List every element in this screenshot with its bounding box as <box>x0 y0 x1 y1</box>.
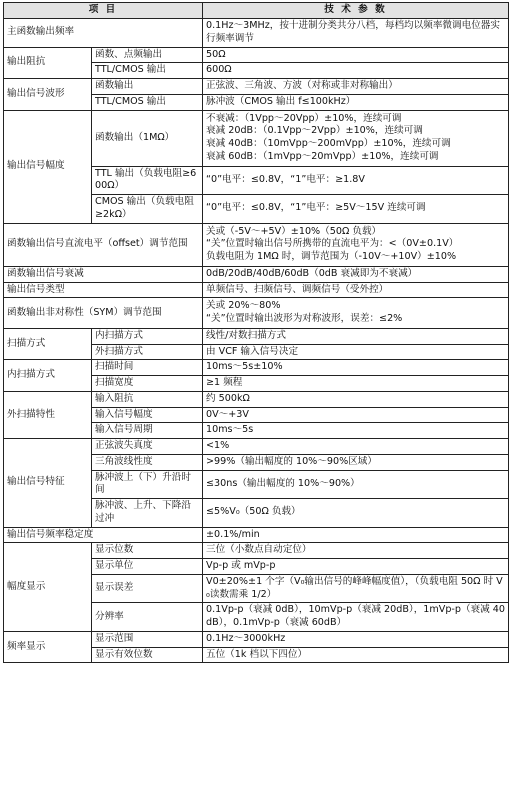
value-line: 三位（小数点自动定位） <box>206 544 312 556</box>
sub-item-cell: 输入信号周期 <box>92 423 203 439</box>
sub-item-cell: 分辨率 <box>92 603 203 632</box>
sub-item-cell: 脉冲波上（下）升沿时间 <box>92 470 203 499</box>
item-cell: 输出阻抗 <box>4 47 92 79</box>
value-line: 单频信号、扫频信号、调频信号（受外控） <box>206 283 389 295</box>
table-row <box>4 527 509 543</box>
value-line: 衰减 20dB：（0.1Vpp～2Vpp）±10%，连续可调 <box>206 125 423 137</box>
item-cell: 内扫描方式 <box>4 360 92 392</box>
sub-item-cell: 显示有效位数 <box>92 647 203 663</box>
value-cell <box>203 454 509 470</box>
value-line: 0.1Hz～3000kHz <box>206 632 286 644</box>
sub-item-cell: 脉冲波、上升、下降沿过冲 <box>92 499 203 528</box>
sub-item-cell: 函数输出 <box>92 79 203 95</box>
value-line: 负载电阻为 1MΩ 时，调节范围为（-10V～+10V）±10% <box>206 251 457 262</box>
sub-item-cell: 函数输出（1MΩ） <box>92 110 203 166</box>
table-row <box>4 47 509 63</box>
value-line: 约 500kΩ <box>206 392 250 404</box>
value-line: “关”位置时输出波形为对称波形，误差：≤2% <box>206 313 403 324</box>
value-line: <1% <box>206 440 230 451</box>
sub-item-cell: 输入阻抗 <box>92 391 203 407</box>
value-line: V0±20%±1 个字（V₀输出信号的峰峰幅度值），（负载电阻 50Ω 时 V₀读数需乘 1/2） <box>206 575 503 600</box>
sub-item-cell: 扫描宽度 <box>92 376 203 392</box>
value-line: 0.1Vp-p（衰减 0dB），10mVp-p（衰减 20dB），1mVp-p（衰减 40dB），0.1mVp-p（衰减 60dB） <box>206 604 506 628</box>
value-cell <box>203 647 509 663</box>
value-cell <box>203 47 509 63</box>
value-cell <box>203 266 509 282</box>
item-cell: 扫描方式 <box>4 328 92 360</box>
value-line: 0.1Hz～3MHz，按十进制分类共分八档，每档均以频率微调电位器实行频率调节 <box>206 20 500 44</box>
value-line: 10ms～5s±10% <box>206 361 283 373</box>
item-cell: 外扫描特性 <box>4 391 92 438</box>
table-row <box>4 110 509 166</box>
table-row <box>4 223 509 266</box>
table-row <box>4 360 509 376</box>
sub-item-cell: CMOS 输出（负载电阻≥2kΩ） <box>92 195 203 224</box>
item-cell: 主函数输出频率 <box>4 19 203 48</box>
value-line: 衰减 60dB：（1mVpp～20mVpp）±10%，连续可调 <box>206 150 439 162</box>
value-cell <box>203 360 509 376</box>
sub-item-cell: 扫描时间 <box>92 360 203 376</box>
value-cell <box>203 79 509 95</box>
table-header-row <box>4 3 509 19</box>
value-line: Vp-p 或 mVp-p <box>206 560 276 571</box>
value-cell <box>203 19 509 48</box>
value-cell <box>203 298 509 329</box>
value-line: 衰减 40dB：（10mVpp～200mVpp）±10%，连续可调 <box>206 138 451 149</box>
value-line: 50Ω <box>206 48 226 60</box>
table-row <box>4 19 509 48</box>
sub-item-cell: 显示单位 <box>92 559 203 575</box>
sub-item-cell: TTL 输出（负载电阻≥600Ω） <box>92 166 203 195</box>
table-row <box>4 282 509 298</box>
value-line: 关或 20%～80% <box>206 300 281 312</box>
value-cell <box>203 470 509 499</box>
value-cell <box>203 94 509 110</box>
value-line: ±0.1%/min <box>206 528 260 540</box>
sub-item-cell: 内扫描方式 <box>92 328 203 344</box>
sub-item-cell: TTL/CMOS 输出 <box>92 63 203 79</box>
value-cell <box>203 407 509 423</box>
table-row <box>4 631 509 647</box>
value-line: 脉冲波（CMOS 输出 f≤100kHz） <box>206 95 356 107</box>
item-cell: 输出信号幅度 <box>4 110 92 223</box>
value-cell <box>203 439 509 455</box>
table-row <box>4 266 509 282</box>
table-row <box>4 328 509 344</box>
sub-item-cell: 外扫描方式 <box>92 344 203 360</box>
header-item: 项 目 <box>4 3 203 19</box>
value-line: ≥1 频程 <box>206 377 243 388</box>
table-row <box>4 79 509 95</box>
sub-item-cell: TTL/CMOS 输出 <box>92 94 203 110</box>
value-line: >99%（输出幅度的 10%～90%区域） <box>206 455 377 467</box>
sub-item-cell: 显示范围 <box>92 631 203 647</box>
item-cell: 函数输出信号衰减 <box>4 266 203 282</box>
table-row <box>4 439 509 455</box>
value-line: ≤30ns（输出幅度的 10%～90%） <box>206 477 360 489</box>
value-line: “关”位置时输出信号所携带的直流电平为：<（0V±0.1V） <box>206 238 459 250</box>
value-line: ≤5%V₀（50Ω 负载） <box>206 506 301 518</box>
item-cell: 幅度显示 <box>4 543 92 632</box>
value-cell <box>203 631 509 647</box>
value-line: 线性/对数扫描方式 <box>206 329 286 341</box>
value-cell <box>203 499 509 528</box>
table-row <box>4 543 509 559</box>
spec-body <box>4 19 509 663</box>
value-cell <box>203 527 509 543</box>
value-line: 0dB/20dB/40dB/60dB（0dB 衰减即为不衰减） <box>206 267 418 279</box>
value-line: 五位（1k 档以下四位） <box>206 648 308 660</box>
value-cell <box>203 63 509 79</box>
value-cell <box>203 282 509 298</box>
value-cell <box>203 543 509 559</box>
table-row <box>4 391 509 407</box>
value-cell <box>203 603 509 632</box>
value-cell <box>203 559 509 575</box>
value-cell <box>203 223 509 266</box>
value-line: 由 VCF 输入信号决定 <box>206 345 299 357</box>
table-row <box>4 298 509 329</box>
item-cell: 频率显示 <box>4 631 92 663</box>
value-line: “0”电平：≤0.8V，“1”电平：≥5V～15V 连续可调 <box>206 202 426 214</box>
sub-item-cell: 输入信号幅度 <box>92 407 203 423</box>
header-params: 技 术 参 数 <box>203 3 509 19</box>
value-cell <box>203 344 509 360</box>
value-line: 0V～+3V <box>206 408 249 420</box>
value-line: 不衰减：（1Vpp～20Vpp）±10%，连续可调 <box>206 112 402 124</box>
value-cell <box>203 391 509 407</box>
value-line: 10ms～5s <box>206 424 254 436</box>
spec-table <box>3 2 509 663</box>
value-cell <box>203 574 509 603</box>
value-line: “0”电平：≤0.8V，“1”电平：≥1.8V <box>206 173 365 185</box>
value-cell <box>203 376 509 392</box>
value-cell <box>203 328 509 344</box>
item-cell: 输出信号频率稳定度 <box>4 527 203 543</box>
sub-item-cell: 函数、点频输出 <box>92 47 203 63</box>
item-cell: 函数输出信号直流电平（offset）调节范围 <box>4 223 203 266</box>
value-cell <box>203 195 509 224</box>
value-line: 600Ω <box>206 64 232 76</box>
value-cell <box>203 110 509 166</box>
sub-item-cell: 显示位数 <box>92 543 203 559</box>
item-cell: 输出信号特征 <box>4 439 92 528</box>
sub-item-cell: 三角波线性度 <box>92 454 203 470</box>
item-cell: 函数输出非对称性（SYM）调节范围 <box>4 298 203 329</box>
sub-item-cell: 显示误差 <box>92 574 203 603</box>
value-line: 正弦波、三角波、方波（对称或非对称输出） <box>206 80 398 91</box>
sub-item-cell: 正弦波失真度 <box>92 439 203 455</box>
value-cell <box>203 166 509 195</box>
value-cell <box>203 423 509 439</box>
item-cell: 输出信号波形 <box>4 79 92 111</box>
value-line: 关或（-5V～+5V）±10%（50Ω 负载） <box>206 225 382 237</box>
item-cell: 输出信号类型 <box>4 282 203 298</box>
